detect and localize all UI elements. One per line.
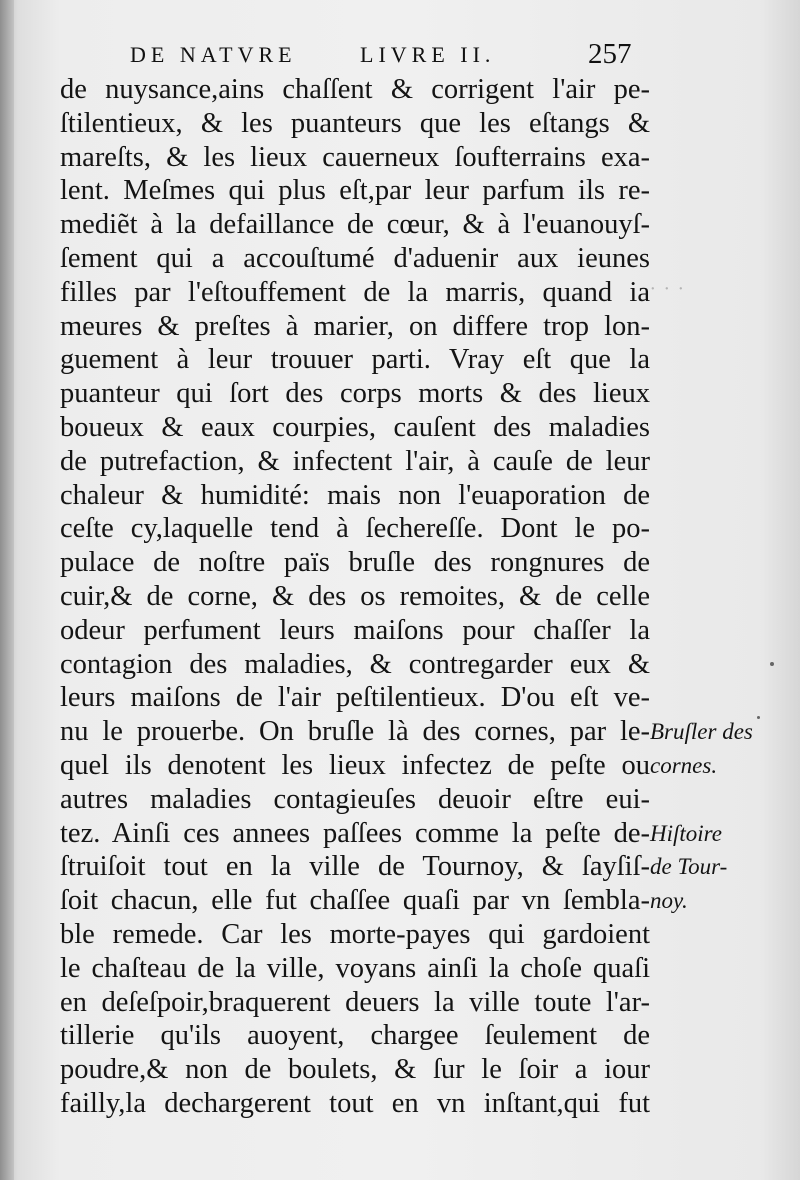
text-line: mareſts, & les lieux cauerneux ſoufterrains exa- bbox=[60, 141, 650, 173]
text-line: ſoit chacun, elle fut chaſſee quaſi par vn ſembla- bbox=[60, 885, 650, 917]
text-line: guement à leur trouuer parti. Vray eſt que la bbox=[60, 344, 650, 376]
text-line: ſement qui a accouſtumé d'aduenir aux ieunes bbox=[60, 242, 650, 274]
margin-note: de Tour- bbox=[650, 854, 728, 880]
text-line: failly,la dechargerent tout en vn inſtant,qui fut bbox=[60, 1087, 650, 1119]
show-through-text: · · · bbox=[650, 278, 685, 300]
text-line: lent. Meſmes qui plus eſt,par leur parfum ils re- bbox=[60, 175, 650, 207]
ink-speck bbox=[770, 662, 774, 666]
running-header bbox=[0, 38, 800, 74]
text-line: puanteur qui ſort des corps morts & des lieux bbox=[60, 378, 650, 410]
body-text bbox=[60, 73, 650, 1121]
text-line: tez. Ainſi ces annees paſſees comme la peſte de- bbox=[60, 817, 650, 849]
page-number: 257 bbox=[588, 38, 632, 70]
text-line: mediẽt à la defaillance de cœur, & à l'euanouyſ- bbox=[60, 209, 650, 241]
text-line: en deſeſpoir,braquerent deuers la ville toute l'ar- bbox=[60, 986, 650, 1018]
text-line: ble remede. Car les morte-payes qui gardoient bbox=[60, 918, 650, 950]
page-gutter bbox=[0, 0, 14, 1180]
text-line: ceſte cy,laquelle tend à ſechereſſe. Dont le po- bbox=[60, 513, 650, 545]
text-line: boueux & eaux courpies, cauſent des maladies bbox=[60, 411, 650, 443]
margin-note: noy. bbox=[650, 888, 688, 914]
text-line: tillerie qu'ils auoyent, chargee ſeulement de bbox=[60, 1020, 650, 1052]
text-line: nu le prouerbe. On bruſle là des cornes, par le- bbox=[60, 716, 650, 748]
text-line: leurs maiſons de l'air peſtilentieux. D'ou eſt ve- bbox=[60, 682, 650, 714]
book-number: LIVRE II. bbox=[360, 42, 496, 67]
text-line: autres maladies contagieuſes deuoir eſtre eui- bbox=[60, 783, 650, 815]
text-line: quel ils denotent les lieux infectez de peſte ou bbox=[60, 749, 650, 781]
text-line: le chaſteau de la ville, voyans ainſi la choſe quaſi bbox=[60, 952, 650, 984]
text-line: de putrefaction, & infectent l'air, à cauſe de leur bbox=[60, 445, 650, 477]
text-line: contagion des maladies, & contregarder eux & bbox=[60, 648, 650, 680]
ink-speck bbox=[757, 716, 760, 719]
running-title: DE NATVRE bbox=[130, 42, 297, 67]
margin-note: cornes. bbox=[650, 753, 718, 778]
margin-note: Hiſtoire bbox=[650, 820, 722, 846]
text-line: cuir,& de corne, & des os remoites, & de celle bbox=[60, 580, 650, 612]
text-line: odeur perfument leurs maiſons pour chaſſer la bbox=[60, 614, 650, 646]
text-line: ſtilentieux, & les puanteurs que les eſtangs & bbox=[60, 107, 650, 139]
text-line: filles par l'eſtouffement de la marris, quand ia bbox=[60, 276, 650, 308]
text-line: ſtruiſoit tout en la ville de Tournoy, & ſayſiſ- bbox=[60, 851, 650, 883]
text-line: chaleur & humidité: mais non l'euaporation de bbox=[60, 479, 650, 511]
text-line: de nuysance,ains chaſſent & corrigent l'air pe- bbox=[60, 74, 650, 105]
text-line: poudre,& non de boulets, & ſur le ſoir a iour bbox=[60, 1054, 650, 1086]
text-line: meures & preſtes à marier, on differe trop lon- bbox=[60, 310, 650, 342]
text-line: pulace de noſtre païs bruſle des rongnures de bbox=[60, 547, 650, 579]
margin-note: Bruſler des bbox=[650, 719, 753, 745]
